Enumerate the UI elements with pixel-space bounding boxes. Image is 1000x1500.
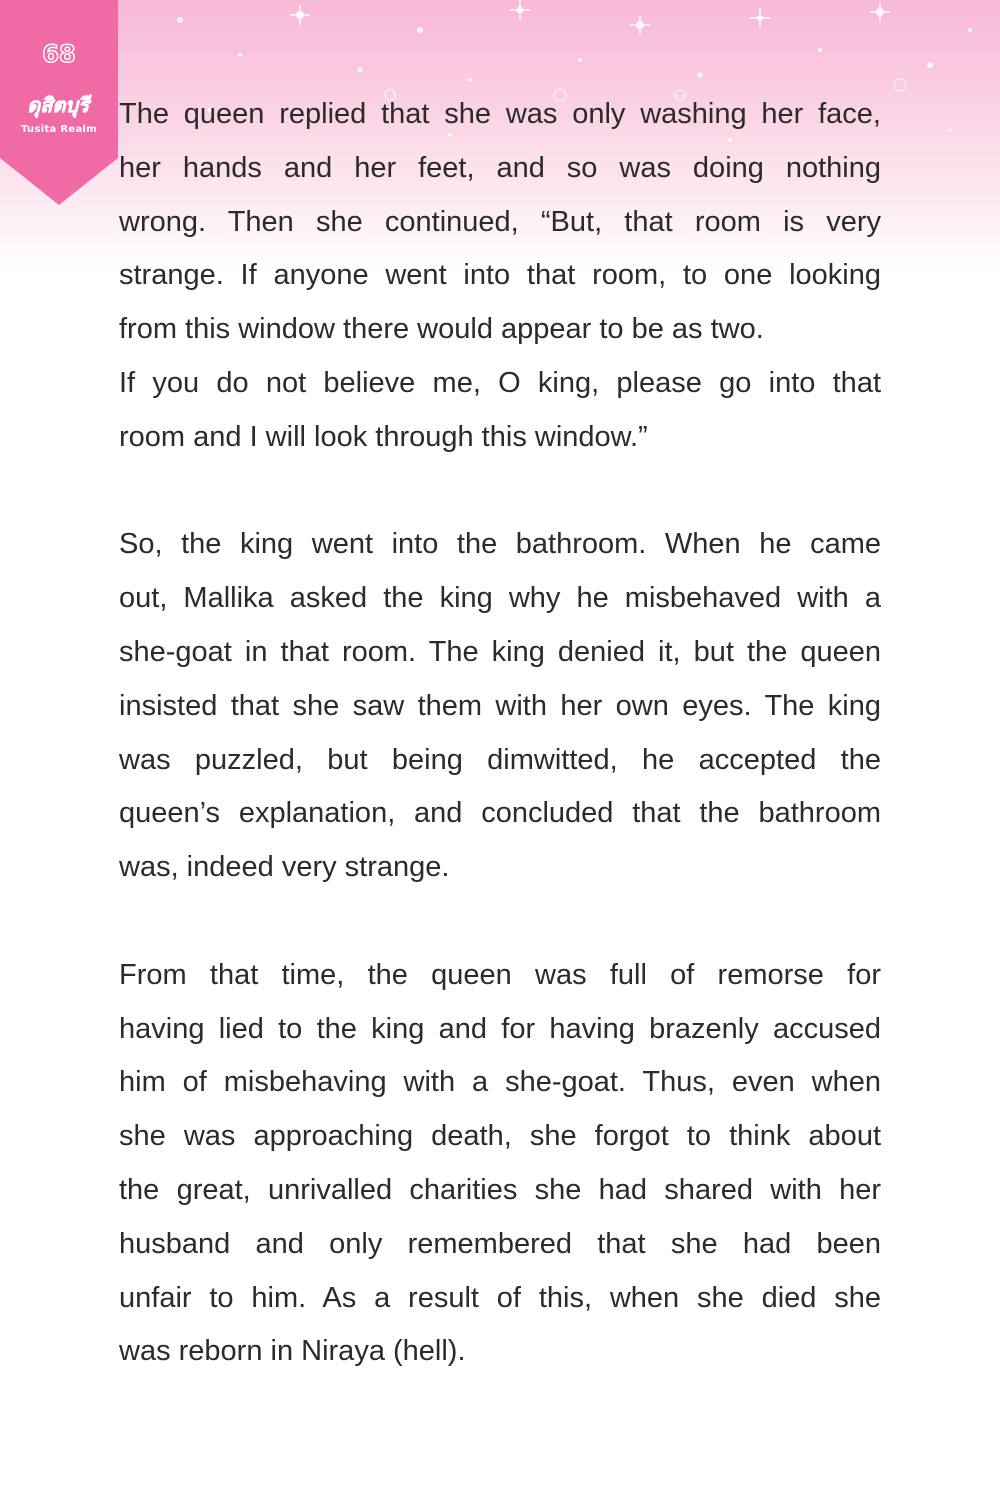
body-text bbox=[119, 88, 881, 1379]
text-line: From that time, the queen was full of remorse for bbox=[119, 958, 881, 991]
text-line: having lied to the king and for having brazenly accused bbox=[119, 1012, 881, 1045]
paragraph bbox=[119, 949, 881, 1379]
paragraph bbox=[119, 518, 881, 895]
brand-subtitle: Tusita Realm bbox=[21, 124, 97, 135]
text-line: the great, unrivalled charities she had shared with her bbox=[119, 1173, 881, 1206]
svg-text:ดุสิตบุรี: ดุสิตบุรี bbox=[27, 93, 89, 117]
text-line: was, indeed very strange. bbox=[119, 851, 450, 884]
page-number: 68 bbox=[42, 40, 76, 68]
text-line: insisted that she saw them with her own eyes. The king bbox=[119, 689, 881, 722]
text-line: from this window there would appear to be as two. bbox=[119, 313, 764, 346]
text-line: unfair to him. As a result of this, when she died she bbox=[119, 1281, 881, 1314]
text-line: out, Mallika asked the king why he misbehaved with a bbox=[119, 582, 881, 615]
text-line: was puzzled, but being dimwitted, he accepted the bbox=[119, 743, 881, 776]
paragraph bbox=[119, 88, 881, 465]
text-line: her hands and her feet, and so was doing nothing bbox=[119, 151, 881, 184]
text-line: she was approaching death, she forgot to think about bbox=[119, 1120, 881, 1153]
text-line: him of misbehaving with a she-goat. Thus, even when bbox=[119, 1066, 881, 1099]
text-line: she-goat in that room. The king denied it, but the queen bbox=[119, 635, 881, 668]
text-line: If you do not believe me, O king, please go into that bbox=[119, 366, 881, 399]
text-line: room and I will look through this window.” bbox=[119, 420, 648, 453]
text-line: husband and only remembered that she had been bbox=[119, 1227, 881, 1260]
text-line: strange. If anyone went into that room, to one looking bbox=[119, 259, 881, 292]
text-line: So, the king went into the bathroom. When he came bbox=[119, 528, 881, 561]
text-line: was reborn in Niraya (hell). bbox=[119, 1335, 466, 1368]
text-line: queen’s explanation, and concluded that the bathroom bbox=[119, 797, 881, 830]
text-line: The queen replied that she was only washing her face, bbox=[119, 98, 881, 130]
brand-logo bbox=[8, 90, 108, 120]
text-line: wrong. Then she continued, “But, that room is very bbox=[119, 205, 881, 238]
